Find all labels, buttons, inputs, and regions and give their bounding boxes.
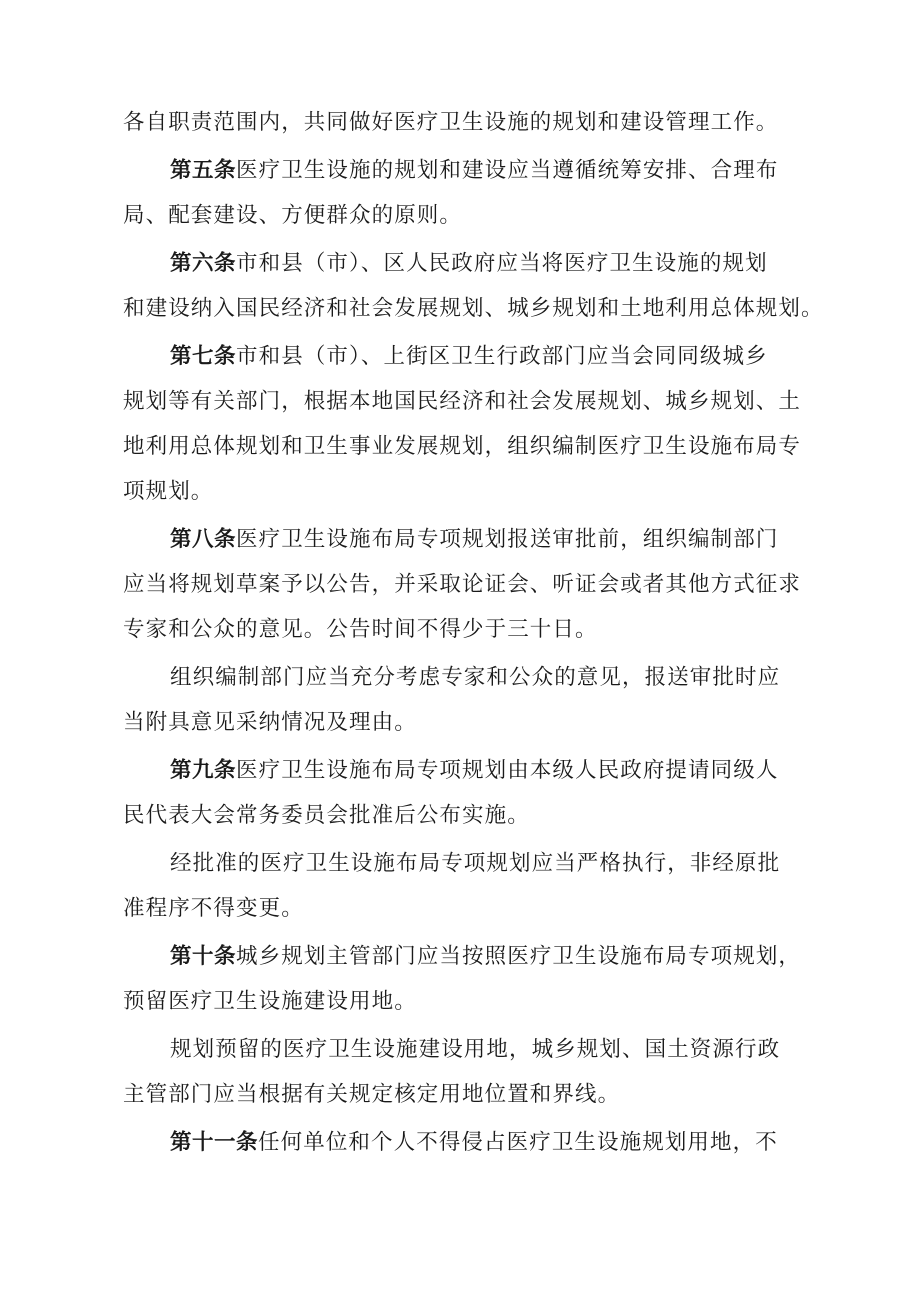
line-text: 当附具意见采纳情况及理由。 — [123, 710, 417, 735]
paragraph-line — [123, 562, 823, 607]
line-text: 组织编制部门应当充分考虑专家和公众的意见，报送审批时应 — [170, 665, 781, 690]
line-text: 和建设纳入国民经济和社会发展规划、城乡规划和土地利用总体规划。 — [123, 296, 824, 321]
line-text: 规划等有关部门，根据本地国民经济和社会发展规划、城乡规划、土 — [123, 389, 802, 414]
article-number: 第十一条 — [170, 1130, 259, 1155]
article-number: 第七条 — [170, 344, 237, 369]
line-text: 医疗卫生设施布局专项规划由本级人民政府提请同级人 — [236, 758, 779, 783]
article-paragraph — [123, 148, 823, 238]
article-paragraph — [123, 517, 823, 652]
line-text: 医疗卫生设施的规划和建设应当遵循统筹安排、合理布 — [236, 158, 779, 183]
article-number: 第五条 — [170, 158, 237, 183]
paragraph-line — [123, 100, 823, 145]
line-text: 规划预留的医疗卫生设施建设用地，城乡规划、国土资源行政 — [170, 1037, 781, 1062]
article-paragraph — [123, 334, 823, 514]
paragraph-line — [123, 934, 823, 979]
article-number: 第六条 — [170, 251, 237, 276]
paragraph-line — [123, 700, 823, 745]
paragraph — [123, 1027, 823, 1117]
paragraph-line — [123, 841, 823, 886]
paragraph-line — [123, 748, 823, 793]
article-paragraph — [123, 1120, 823, 1165]
paragraph-line — [123, 193, 823, 238]
paragraph — [123, 100, 823, 145]
line-text: 民代表大会常务委员会批准后公布实施。 — [123, 803, 530, 828]
article-number: 第八条 — [170, 527, 237, 552]
line-text: 市和县（市）、上街区卫生行政部门应当会同同级城乡 — [236, 344, 768, 369]
line-text: 预留医疗卫生设施建设用地。 — [123, 989, 417, 1014]
article-paragraph — [123, 748, 823, 838]
paragraph — [123, 841, 823, 931]
line-text: 专家和公众的意见。公告时间不得少于三十日。 — [123, 617, 598, 642]
paragraph-line — [123, 793, 823, 838]
paragraph-line — [123, 655, 823, 700]
paragraph-line — [123, 469, 823, 514]
line-text: 主管部门应当根据有关规定核定用地位置和界线。 — [123, 1082, 621, 1107]
paragraph-line — [123, 334, 823, 379]
line-text: 局、配套建设、方便群众的原则。 — [123, 203, 463, 228]
line-text: 应当将规划草案予以公告，并采取论证会、听证会或者其他方式征求 — [123, 572, 802, 597]
paragraph — [123, 655, 823, 745]
article-paragraph — [123, 934, 823, 1024]
article-number: 第十条 — [170, 944, 237, 969]
line-text: 项规划。 — [123, 479, 214, 504]
line-text: 市和县（市）、区人民政府应当将医疗卫生设施的规划 — [236, 251, 768, 276]
document-body — [123, 100, 823, 1165]
paragraph-line — [123, 886, 823, 931]
paragraph-line — [123, 1072, 823, 1117]
paragraph-line — [123, 1027, 823, 1072]
line-text: 准程序不得变更。 — [123, 896, 304, 921]
line-text: 城乡规划主管部门应当按照医疗卫生设施布局专项规划， — [236, 944, 802, 969]
article-paragraph — [123, 241, 823, 331]
line-text: 任何单位和个人不得侵占医疗卫生设施规划用地，不 — [258, 1130, 778, 1155]
paragraph-line — [123, 979, 823, 1024]
paragraph-line — [123, 607, 823, 652]
paragraph-line — [123, 148, 823, 193]
article-number: 第九条 — [170, 758, 237, 783]
paragraph-line — [123, 379, 823, 424]
paragraph-line — [123, 517, 823, 562]
line-text: 经批准的医疗卫生设施布局专项规划应当严格执行，非经原批 — [170, 851, 781, 876]
line-text: 地利用总体规划和卫生事业发展规划，组织编制医疗卫生设施布局专 — [123, 434, 802, 459]
paragraph-line — [123, 241, 823, 286]
paragraph-line — [123, 424, 823, 469]
line-text: 医疗卫生设施布局专项规划报送审批前，组织编制部门 — [236, 527, 779, 552]
paragraph-line — [123, 1120, 823, 1165]
paragraph-line — [123, 286, 823, 331]
line-text: 各自职责范围内，共同做好医疗卫生设施的规划和建设管理工作。 — [123, 110, 779, 135]
